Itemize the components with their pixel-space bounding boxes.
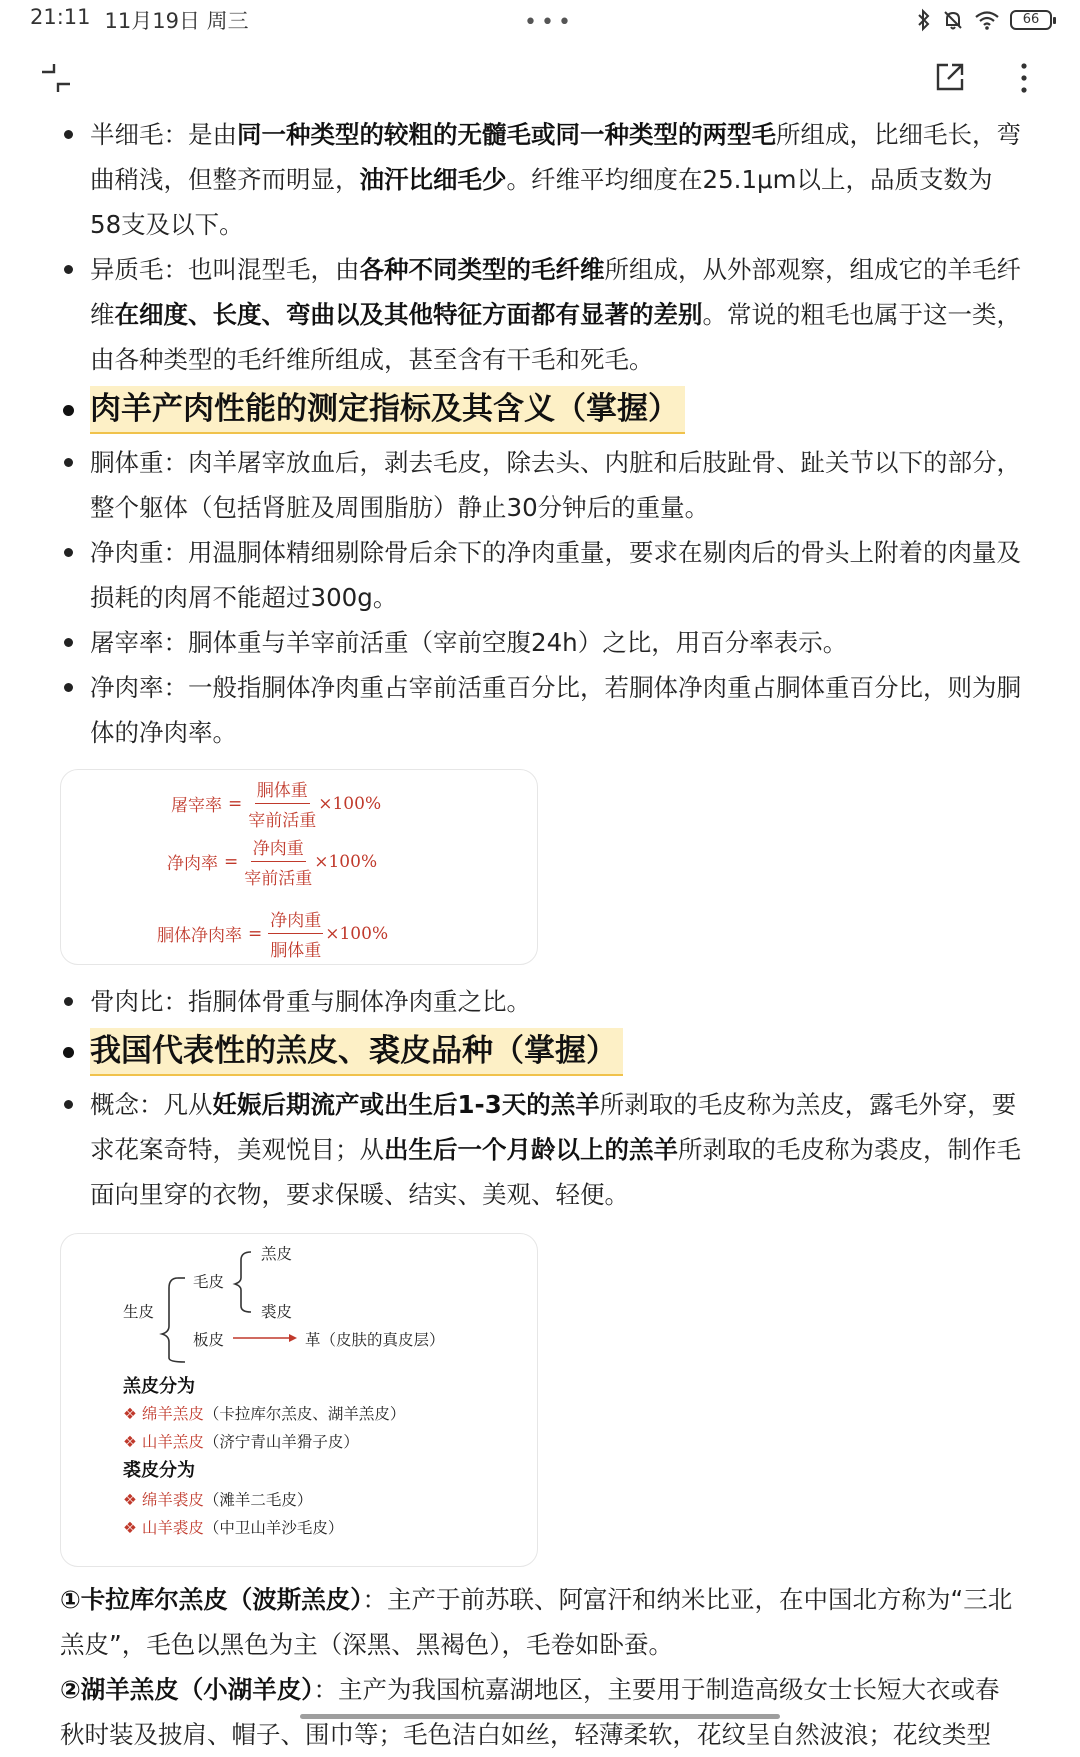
battery-icon: 66 [1010, 10, 1052, 30]
paragraph-karakul: ①卡拉库尔羔皮（波斯羔皮）：主产于前苏联、阿富汗和纳米比亚，在中国北方称为“三北羔皮”，毛色以黑色为主（深黑、黑褐色），毛卷如卧蚕。 [60, 1585, 1013, 1659]
share-icon[interactable] [934, 61, 966, 93]
list-item: 胴体重：肉羊屠宰放血后，剥去毛皮，除去头、内脏和后肢趾骨、趾关节以下的部分，整个躯体（包括肾脏及周围脂肪）静止30分钟后的重量。 [0, 440, 1080, 530]
formula-image [60, 769, 538, 965]
status-date: 11月19日 周三 [104, 9, 249, 33]
list-item: 净肉重：用温胴体精细剔除骨后余下的净肉重量，要求在剔肉后的骨头上附着的肉量及损耗的肉屑不能超过300g。 [0, 530, 1080, 620]
status-time: 21:11 [30, 5, 91, 29]
plate-skin-label: 板皮 [193, 1331, 225, 1349]
lamb-skin-label: 羔皮 [261, 1245, 293, 1263]
status-dots: ••• [524, 10, 575, 35]
list-item: 净肉率：一般指胴体净肉重占宰前活重百分比，若胴体净肉重占胴体重百分比，则为胴体的净肉率。 [0, 665, 1080, 755]
raw-hide-label: 生皮 [123, 1303, 155, 1321]
list-item: ❖ 绵羊羔皮（卡拉库尔羔皮、湖羊羔皮） [123, 1405, 406, 1423]
list-item: ❖ 绵羊裘皮（滩羊二毛皮） [123, 1491, 313, 1509]
lamb-skin-types-heading: 羔皮分为 [123, 1376, 195, 1397]
list-item: 骨肉比：指胴体骨重与胴体净肉重之比。 [0, 979, 1080, 1024]
list-item: ❖ 山羊羔皮（济宁青山羊猾子皮） [123, 1433, 359, 1451]
app-bar [0, 52, 1080, 102]
mute-bell-icon [942, 9, 964, 31]
more-icon[interactable] [1014, 60, 1034, 96]
list-item: 半细毛：是由同一种类型的较粗的无髓毛或同一种类型的两型毛所组成，比细毛长，弯曲稍浅，但整齐而明显，油汗比细毛少。纤维平均细度在25.1μm以上，品质支数为58支及以下。 [0, 112, 1080, 247]
formula-dressing-rate: 屠宰率 = $\frac{\text{胴体重}}{\text{宰前活重}}$ ×100% [171, 776, 381, 831]
list-item: 概念：凡从妊娠后期流产或出生后1-3天的羔羊所剥取的毛皮称为羔皮，露毛外穿，要求花案奇特，美观悦目；从出生后一个月龄以上的羔羊所剥取的毛皮称为裘皮，制作毛面向里穿的衣物，要求保暖、结实、美观、轻便。 [0, 1082, 1080, 1217]
leather-label: 革（皮肤的真皮层） [305, 1331, 445, 1349]
formula-carcass-net-meat-rate: 胴体净肉率 = $\frac{\text{净肉重}}{\text{胴体重}}$ ×100% [157, 906, 388, 961]
fur-skin-label: 毛皮 [193, 1273, 225, 1291]
fur-coat-skin-label: 裘皮 [261, 1303, 293, 1321]
scroll-indicator[interactable] [300, 1714, 780, 1719]
section-heading: 肉羊产肉性能的测定指标及其含义（掌握） [0, 386, 1080, 434]
wifi-icon [974, 9, 1000, 31]
collapse-icon[interactable] [40, 62, 72, 94]
section-heading: 我国代表性的羔皮、裘皮品种（掌握） [0, 1028, 1080, 1076]
list-item: 异质毛：也叫混型毛，由各种不同类型的毛纤维所组成，从外部观察，组成它的羊毛纤维在细度、长度、弯曲以及其他特征方面都有显著的差别。常说的粗毛也属于这一类，由各种类型的毛纤维所组成，甚至含有干毛和死毛。 [0, 247, 1080, 382]
hide-classification-diagram [60, 1233, 538, 1567]
list-item: 屠宰率：胴体重与羊宰前活重（宰前空腹24h）之比，用百分率表示。 [0, 620, 1080, 665]
document-content [0, 112, 1080, 1757]
paragraph-hu-sheep: ②湖羊羔皮（小湖羊皮）：主产为我国杭嘉湖地区，主要用于制造高级女士长短大衣或春秋时装及披肩、帽子、围巾等；毛色洁白如丝，轻薄柔软，花纹呈自然波浪；花纹类型 [60, 1675, 1000, 1749]
fur-skin-types-heading: 裘皮分为 [123, 1460, 195, 1481]
list-item: ❖ 山羊裘皮（中卫山羊沙毛皮） [123, 1519, 344, 1537]
formula-net-meat-rate: 净肉率 = $\frac{\text{净肉重}}{\text{宰前活重}}$ ×100% [167, 834, 377, 889]
bluetooth-icon [916, 9, 932, 31]
